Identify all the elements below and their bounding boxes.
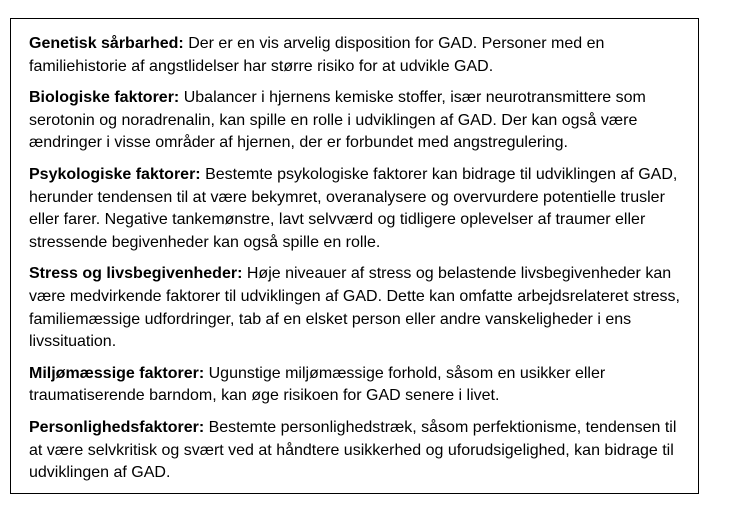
paragraph-text: Bestemte psykologiske faktorer kan bidrage til udviklingen af GAD, herunder tendensen til at være bekymret, overanalysere og overvurdere potentielle trusler eller farer. Negative tankemønstre, lavt selvværd og tidligere oplevelser af traumer eller stressende begivenheder kan også spille en rolle. [29,165,678,251]
paragraph-text: Bestemte personlighedstræk, såsom perfektionisme, tendensen til at være selvkritisk og svært ved at håndtere usikkerhed og uforudsigelighed, kan bidrage til udviklingen af GAD. [29,418,677,482]
paragraph-personality [29,417,688,485]
paragraph-label: Personlighedsfaktorer: [29,418,205,436]
paragraph-psychological [29,164,688,254]
paragraph-environmental [29,363,688,408]
paragraph-text: Ubalancer i hjernens kemiske stoffer, især neurotransmittere som serotonin og noradrenalin, kan spille en rolle i udviklingen af GAD. Der kan også være ændringer i visse områder af hjernen, der er forbundet med angstregulering. [29,89,646,152]
paragraph-label: Genetisk sårbarhed: [29,35,184,52]
text-box [10,18,699,494]
paragraph-label: Miljømæssige faktorer: [29,364,205,382]
paragraph-text: Ugunstige miljømæssige forhold, såsom en usikker eller traumatiserende barndom, kan øge risikoen for GAD senere i livet. [29,364,606,405]
paragraph-label: Stress og livsbegivenheder: [29,265,243,283]
paragraph-biological [29,87,688,155]
paragraph-text: Der er en vis arvelig disposition for GAD. Personer med en familiehistorie af angstlidelser har større risiko for at udvikle GAD. [29,35,605,75]
paragraph-stress [29,263,688,353]
paragraph-label: Psykologiske faktorer: [29,165,201,183]
paragraph-genetic [29,33,688,78]
paragraph-label: Biologiske faktorer: [29,89,180,107]
paragraph-text: Høje niveauer af stress og belastende livsbegivenheder kan være medvirkende faktorer til udviklingen af GAD. Dette kan omfatte arbejdsrelateret stress, familiemæssige udfordringer, tab af en elsket person eller andre vanskeligheder i ens livssituation. [29,265,680,351]
